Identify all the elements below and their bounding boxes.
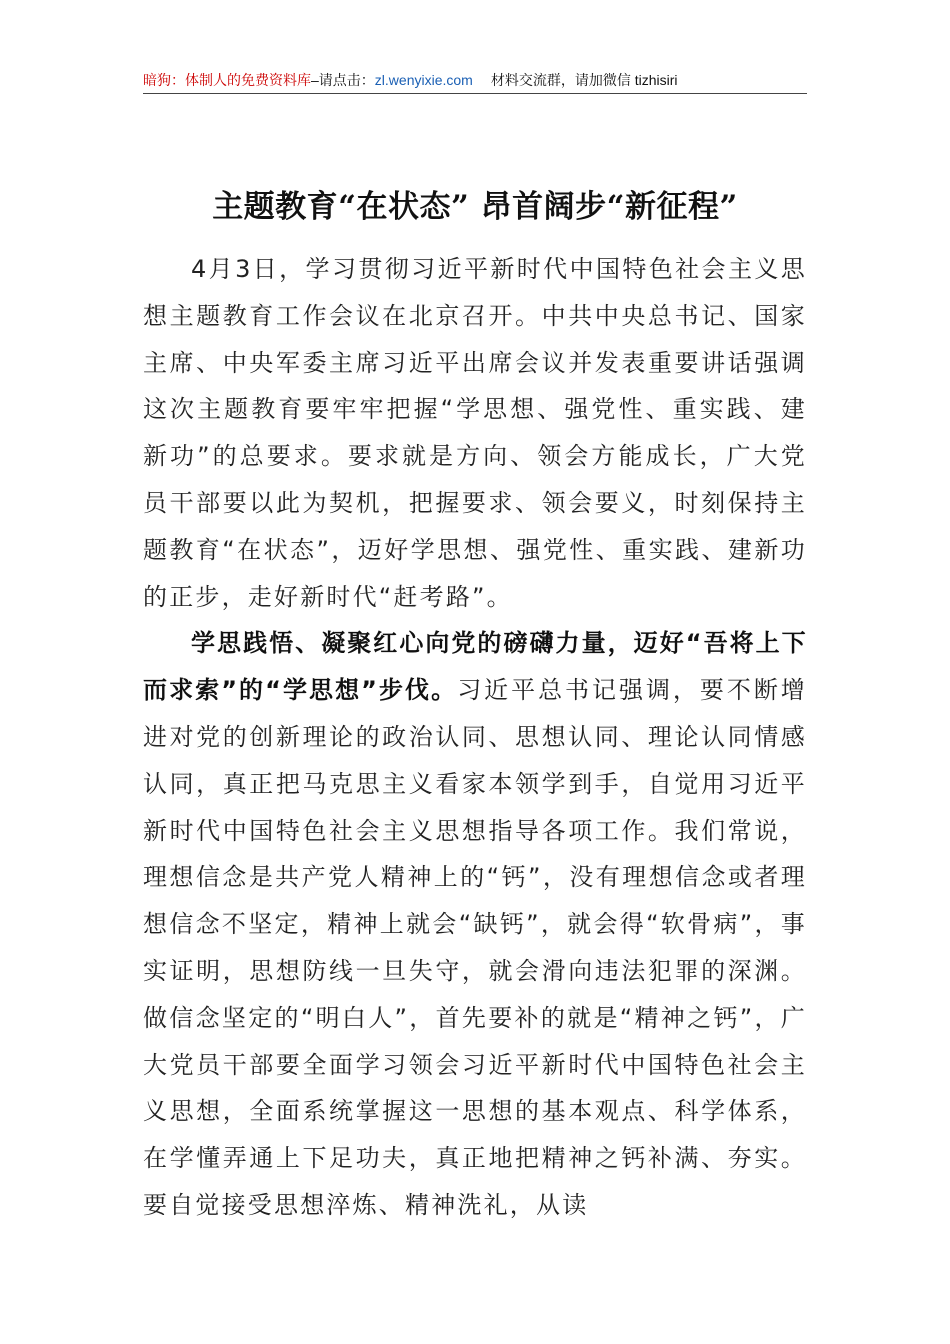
promo-header [143, 70, 807, 90]
document-title: 主题教育“在状态” 昂首阔步“新征程” [212, 188, 738, 225]
paragraph-1-text: 4月3日，学习贯彻习近平新时代中国特色社会主义思想主题教育工作会议在北京召开。中共中央总书记、国家主席、中央军委主席习近平出席会议并发表重要讲话强调这次主题教育要牢牢把握“学思想、强党性、重实践、建新功”的总要求。要求就是方向、领会方能成长，广大党员干部要以此为契机，把握要求、领会要义，时刻保持主题教育“在状态”，迈好学思想、强党性、重实践、建新功的正步，走好新时代“赶考路”。 [143, 255, 807, 611]
site-name: 暗狗：体制人的免费资料库 [143, 72, 311, 88]
site-link[interactable]: zl.wenyixie.com [374, 72, 473, 88]
paragraph-2-text: 习近平总书记强调，要不断增进对党的创新理论的政治认同、思想认同、理论认同情感认同，真正把马克思主义看家本领学到手，自觉用习近平新时代中国特色社会主义思想指导各项工作。我们常说，理想信念是共产党人精神上的“钙”，没有理想信念或者理想信念不坚定，精神上就会“缺钙”，就会得“软骨病”，事实证明，思想防线一旦失守，就会滑向违法犯罪的深渊。做信念坚定的“明白人”，首先要补的就是“精神之钙”，广大党员干部要全面学习领会习近平新时代中国特色社会主义思想，全面系统掌握这一思想的基本观点、科学体系，在学懂弄通上下足功夫，真正地把精神之钙补满、夯实。要自觉接受思想淬炼、精神洗礼，从读 [143, 676, 807, 1219]
header-divider [143, 93, 807, 94]
link-prompt: –请点击： [311, 72, 375, 88]
paragraph-2 [143, 620, 807, 1228]
paragraph-2-lead: 学思践悟、凝聚红心向党的磅礴力量，迈好“吾将上下而求索”的“学思想”步伐。 [143, 629, 807, 705]
document-body [143, 246, 807, 1229]
paragraph-1 [143, 246, 807, 620]
contact-text: 材料交流群，请加微信 tizhisiri [490, 72, 678, 88]
